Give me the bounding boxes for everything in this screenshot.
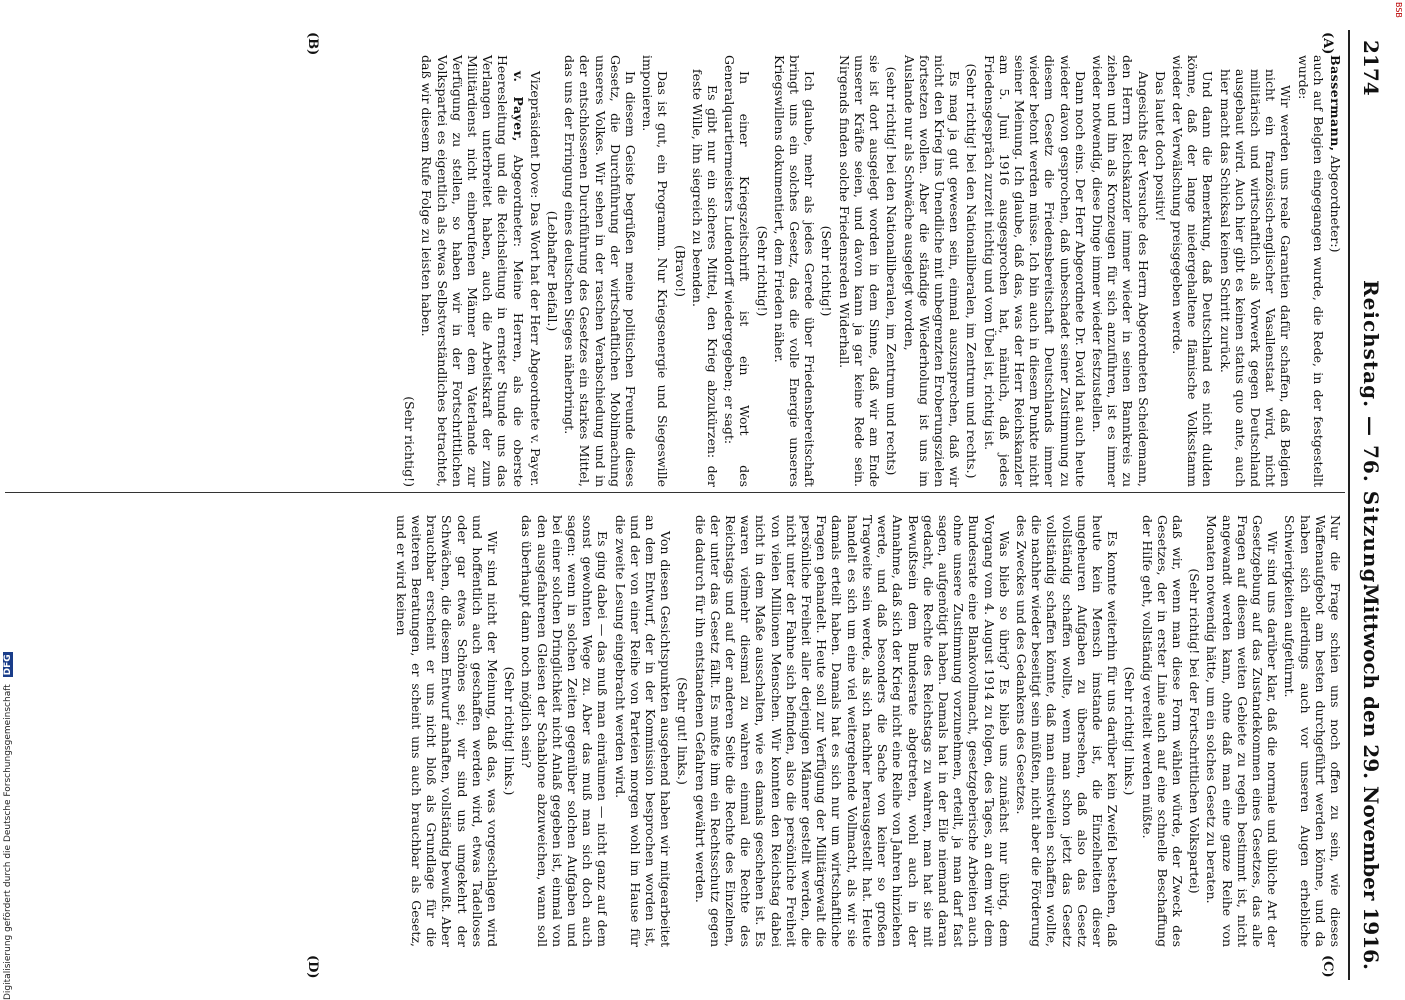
- paragraph-text: (Bravo!): [672, 245, 688, 297]
- right-column: [392, 515, 1343, 947]
- paragraph: [964, 55, 979, 487]
- paragraph-text: Abgeordneter:): [1328, 151, 1343, 253]
- paragraph-text: (Sehr richtig! bei der Fortschrittlichen Volkspartei): [1187, 568, 1203, 894]
- paragraph-text: Wir sind uns darüber klar, daß die normale und übliche Art der Gesetzgebung auf das Zustandekommen eines Gesetzes, das alle Fragen auf diesem weiten Gebiete zu regeln bestimmt ist, nicht angewandt werden kann, ohne daß man eine ganze Reihe von Monaten notwendig hätte, um ein solches Gesetz zu beraten.: [1204, 515, 1281, 947]
- credit-text: Digitalisierung gefördert durch die Deutsche Forschungsgemeinschaft: [3, 684, 13, 1000]
- paragraph: [1187, 515, 1202, 947]
- paragraph: [1217, 69, 1293, 487]
- paragraph: [502, 515, 517, 947]
- page-number: 2174: [1359, 40, 1383, 96]
- paragraph: [402, 55, 417, 487]
- paragraph-text: Das ist gut, ein Programm. Nur Kriegsenergie und Siegeswille imponieren.: [640, 55, 671, 487]
- left-column: [400, 55, 1343, 487]
- paragraph: [528, 55, 543, 487]
- paragraph-text: Das lautet doch positiv!: [1152, 71, 1168, 222]
- paragraph-text: In einer Kriegszeitschrift ist ein Wort des Generalquartiermeisters Ludendorff wiedergegeben; er sagt:: [722, 55, 753, 487]
- paragraph-text: Dann noch eins. Der Herr Abgeordnete Dr. David hat auch heute wieder davon gesprochen, daß unbeschadet seiner Zustimmung zu diesem Gesetz die Friedensbereitschaft Deutschlands immer wieder betont werden müsse. Ich bin auch in diesem Punkte nicht seiner Meinung. Ich glaube, daß das, was der Herr Reichskanzler am 5. Juni 1916 ausgesprochen hat, nämlich, daß jedes Friedensgespräch zurzeit nichtig und vom Übel ist, richtig ist.: [981, 55, 1088, 487]
- paragraph-text: In diesem Geiste begrüßen meine politischen Freunde dieses Gesetz, die Durchführung der wirtschaftlichen Mobilmachung unseres Volkes. Wir sehen in der raschen Verabschiedung und in der entschlossenen Durchführung des Gesetzes ein starkes Mittel, das uns der Erringung eines deutschen Sieges näherbringt.: [562, 55, 639, 487]
- paragraph: [1204, 515, 1280, 947]
- paragraph: [519, 515, 610, 947]
- paragraph: [1014, 515, 1120, 947]
- paragraph-text: (Sehr richtig!): [402, 396, 418, 487]
- paragraph: [1090, 55, 1151, 487]
- paragraph-text: (sehr richtig! bei den Nationalliberalen, im Zentrum und rechts): [884, 66, 900, 476]
- paragraph: [419, 55, 525, 487]
- paragraph-text: Wir werden uns reale Garantien dafür schaffen, daß Belgien nicht ein französisch-englischer Vasallenstaat wird, nicht militärisch und wirtschaftlich als Vorwerk gegen Deutschland ausgebaut wird. Auch hier gibt es keinen status quo ante, auch hier macht das Schicksal keinen Schritt zurück.: [1217, 69, 1294, 487]
- paragraph-text: (Sehr richtig!): [754, 225, 770, 317]
- dfg-logo: DFG: [3, 654, 13, 676]
- paragraph-text: Was blieb so übrig? Es blieb uns zunächst nur übrig, dem Vorgang vom 4. August 1914 zu folgen, des Tages, an dem wir dem Bundesrate eine Blankovollmacht, gesetzgeberische Arbeiten auch ohne unsere Zustimmung vorzunehmen, erteilt, ja man darf fast sagen, aufgenötigt haben. Damals hat in der Eile niemand daran gedacht, die Rechte des Reichstags zu wahren, man hat sie mit Bewußtsein dem Bundesrate abgetreten, wohl auch in der Annahme, daß sich der Krieg nicht eine Reihe von Jahren hinziehen werde, und daß besonders die Sache von keiner so großen Tragweite sein werde, als sich nachher herausgestellt hat. Heute handelt es sich um eine viel weitergehende Vollmacht, als wir sie damals erteilt haben. Damals hat es sich nur um wirtschaftliche Fragen gehandelt. Heute soll zur Verfügung der Militärgewalt die persönliche Freiheit aller derjenigen Männer gestellt werden, die nicht unter der Fahne sich befinden, also die persönliche Freiheit von vielen Millionen Menschen. Wir konnten den Reichstag dabei nicht in dem Maße ausschalten, wie es damals geschehen ist. Es waren vielmehr diesmal zu wahren einmal die Rechte des Reichstags und auf der anderen Seite die Rechte des Einzelnen, der unter das Gesetz fällt. Es mußte ihm ein Rechtsschutz gegen die dadurch für ihn entstandenen Gefahren gewährt werden.: [692, 515, 1012, 947]
- paragraph: [640, 55, 670, 487]
- paragraph-text: Es ging dabei — das muß man einräumen — nicht ganz auf dem sonst gewohnten Wege zu. Aber das muß man sich doch auch sagen: wenn in solchen Zeiten gegenüber solchen Aufgaben und bei einer solchen Dringlichkeit nicht Anlaß gegeben ist, einmal von den ausgefahrenen Gleisen der Schablone abzuweichen, wann soll das überhaupt dann noch möglich sein?: [519, 515, 611, 947]
- session-date: Mittwoch den 29. November 1916.: [1359, 583, 1383, 970]
- paragraph-text: Nur die Frage schien uns noch offen zu sein, wie dieses Waffenaufgebot am besten durchgeführt werden könne, und da haben sich allerdings auch vor unseren Augen erhebliche Schwierigkeiten aufgetürmt.: [1282, 515, 1343, 947]
- margin-marker-c: (C): [1320, 955, 1335, 978]
- margin-marker-b: (B): [305, 32, 320, 56]
- paragraph-text: Es gibt nur ein sicheres Mittel, den Krieg abzukürzen: der feste Wille, ihn siegreich zu beenden.: [689, 69, 721, 487]
- paragraph-text: Von diesen Gesichtspunkten ausgehend haben wir mitgearbeitet an dem Entwurf, der in der Kommission besprochen worden ist, und der von einer Reihe von Parteien morgen wohl im Hause für die zweite Lesung eingebracht werden wird.: [612, 515, 674, 947]
- paragraph: [772, 55, 818, 487]
- page-title: Reichstag. — 76. Sitzung.: [1359, 280, 1383, 592]
- paragraph: [1328, 55, 1343, 487]
- paragraph-text: Angesichts der Versuche des Herrn Abgeordneten Scheidemann, den Herrn Reichskanzler immer wieder in seinen Bannkreis zu ziehen und ihn als Kronzeugen für sich anzuführen, ist es immer wieder notwendig, diese Dinge immer wieder festzustellen.: [1089, 55, 1151, 487]
- page-header: [1353, 30, 1383, 985]
- paragraph-text: daß wir, wenn man diese Form wählen würde, der Zweck des Gesetzes, der in erster Linie auch auf eine schnelle Beschaffung der Hilfe geht, vollständig vereitelt werden müßte.: [1139, 515, 1185, 947]
- paragraph-text: auch auf Belgien eingegangen wurde, die Rede, in der festgestellt wurde:: [1295, 55, 1326, 487]
- paragraph: [545, 55, 560, 487]
- paragraph: [672, 55, 687, 487]
- margin-marker-d: (D): [305, 955, 320, 979]
- paragraph: [394, 515, 500, 947]
- paragraph: [692, 515, 1011, 947]
- paragraph-text: (Lebhafter Beifall.): [545, 210, 561, 332]
- paragraph-text: Abgeordneter: Meine Herren, als die oberste Heeresleitung und die Reichsleitung in ernster Stunde uns das Verlangen unterbreitet haben, auch die Arbeitskraft der zum Militärdienst nicht einberufenen Männer dem Vaterlande zur Verfügung zu stellen, so haben wir in der Fortschrittlichen Volkspartei es eigentlich als etwas Selbstverständliches betrachtet, daß wir diesem Rufe Folge zu leisten haben.: [419, 55, 526, 487]
- paragraph: [1139, 515, 1185, 947]
- paragraph-text: (Sehr richtig!): [819, 225, 835, 317]
- paragraph-text: (Sehr richtig! bei den Nationalliberalen, im Zentrum und rechts.): [964, 63, 980, 479]
- paragraph: [1122, 515, 1137, 947]
- paragraph: [612, 515, 673, 947]
- paragraph: [1282, 515, 1343, 947]
- paragraph: [884, 55, 899, 487]
- speaker-name: Bassermann,: [1328, 55, 1343, 152]
- paragraph: [722, 55, 752, 487]
- paragraph-text: (Sehr richtig! links.): [502, 666, 518, 796]
- column-divider: [5, 492, 1345, 493]
- header-rule: [1348, 30, 1350, 980]
- paragraph-text: (Sehr gut! links.): [675, 677, 691, 785]
- paragraph-text: sie ist dort ausgelegt worden in dem Sinne, daß wir am Ende unserer Kräfte seien, und davon kann ja gar keine Rede sein. Nirgends finden solche Friedensreden Widerhall.: [836, 55, 883, 487]
- paragraph-text: Ich glaube, mehr als jedes Gerede über Friedensbereitschaft bringt uns ein solches Gesetz, das die volle Energie unseres Kriegswillens dokumentiert, dem Frieden näher.: [771, 55, 818, 487]
- paragraph: [562, 55, 638, 487]
- paragraph: [981, 55, 1087, 487]
- digitization-credit: [3, 600, 17, 1000]
- paragraph: [1170, 55, 1216, 487]
- paragraph-text: Es mag ja gut gewesen sein, einmal auszusprechen, daß wir nicht den Krieg ins Unendliche mit unbegrenzten Eroberungszielen fortsetzen wollen. Aber die ständige Wiederholung ist uns im Auslande nur als Schwäche ausgelegt worden,: [901, 55, 963, 487]
- paragraph: [901, 55, 962, 487]
- bsb-mark: BSB: [1394, 2, 1403, 18]
- paragraph: [754, 55, 769, 487]
- margin-marker-a: (A): [1320, 32, 1335, 55]
- paragraph: [819, 55, 834, 487]
- paragraph-text: (Sehr richtig! links.): [1122, 666, 1138, 796]
- paragraph-text: Vizepräsident Dove: Das Wort hat der Herr Abgeordnete v. Payer.: [527, 71, 543, 487]
- paragraph-text: Es konnte weiterhin für uns darüber kein Zweifel bestehen, daß heute kein Mensch imstande ist, die Einzelheiten dieser ungeheuren Aufgaben zu übersehen, daß also das Gesetz vollständig schaffen wollte, wenn man schon jetzt das Gesetz vollständig schaffen könnte, daß man einstweilen schaffen wollte, die nachher wieder beseitigt sein müßten, nicht aber die Förderung des Zweckes und des Gedankens des Gesetzes.: [1013, 515, 1121, 947]
- paragraph: [1295, 55, 1325, 487]
- paragraph: [690, 69, 720, 487]
- paragraph-text: Wir sind nicht der Meinung, daß das, was vorgeschlagen wird und hoffentlich auch geschaffen werden wird, etwas Tadelloses oder gar etwas Schönes sei; wir sind uns umgekehrt der Schwächen, die diesem Entwurf anhaften, vollständig bewußt. Aber brauchbar erscheint er uns nicht bloß als Grundlage für die weiteren Beratungen, er scheint uns auch brauchbar als Gesetz, und er wird keinen: [393, 515, 501, 947]
- paragraph: [837, 55, 883, 487]
- paragraph: [675, 515, 690, 947]
- paragraph: [1153, 55, 1168, 487]
- paragraph-text: Und dann die Bemerkung, daß Deutschland es nicht dulden könne, daß der lange niedergehaltene flämische Volksstamm wieder der Verwälschung preisgegeben werde.: [1169, 55, 1216, 487]
- speaker-name: v. Payer,: [510, 71, 526, 142]
